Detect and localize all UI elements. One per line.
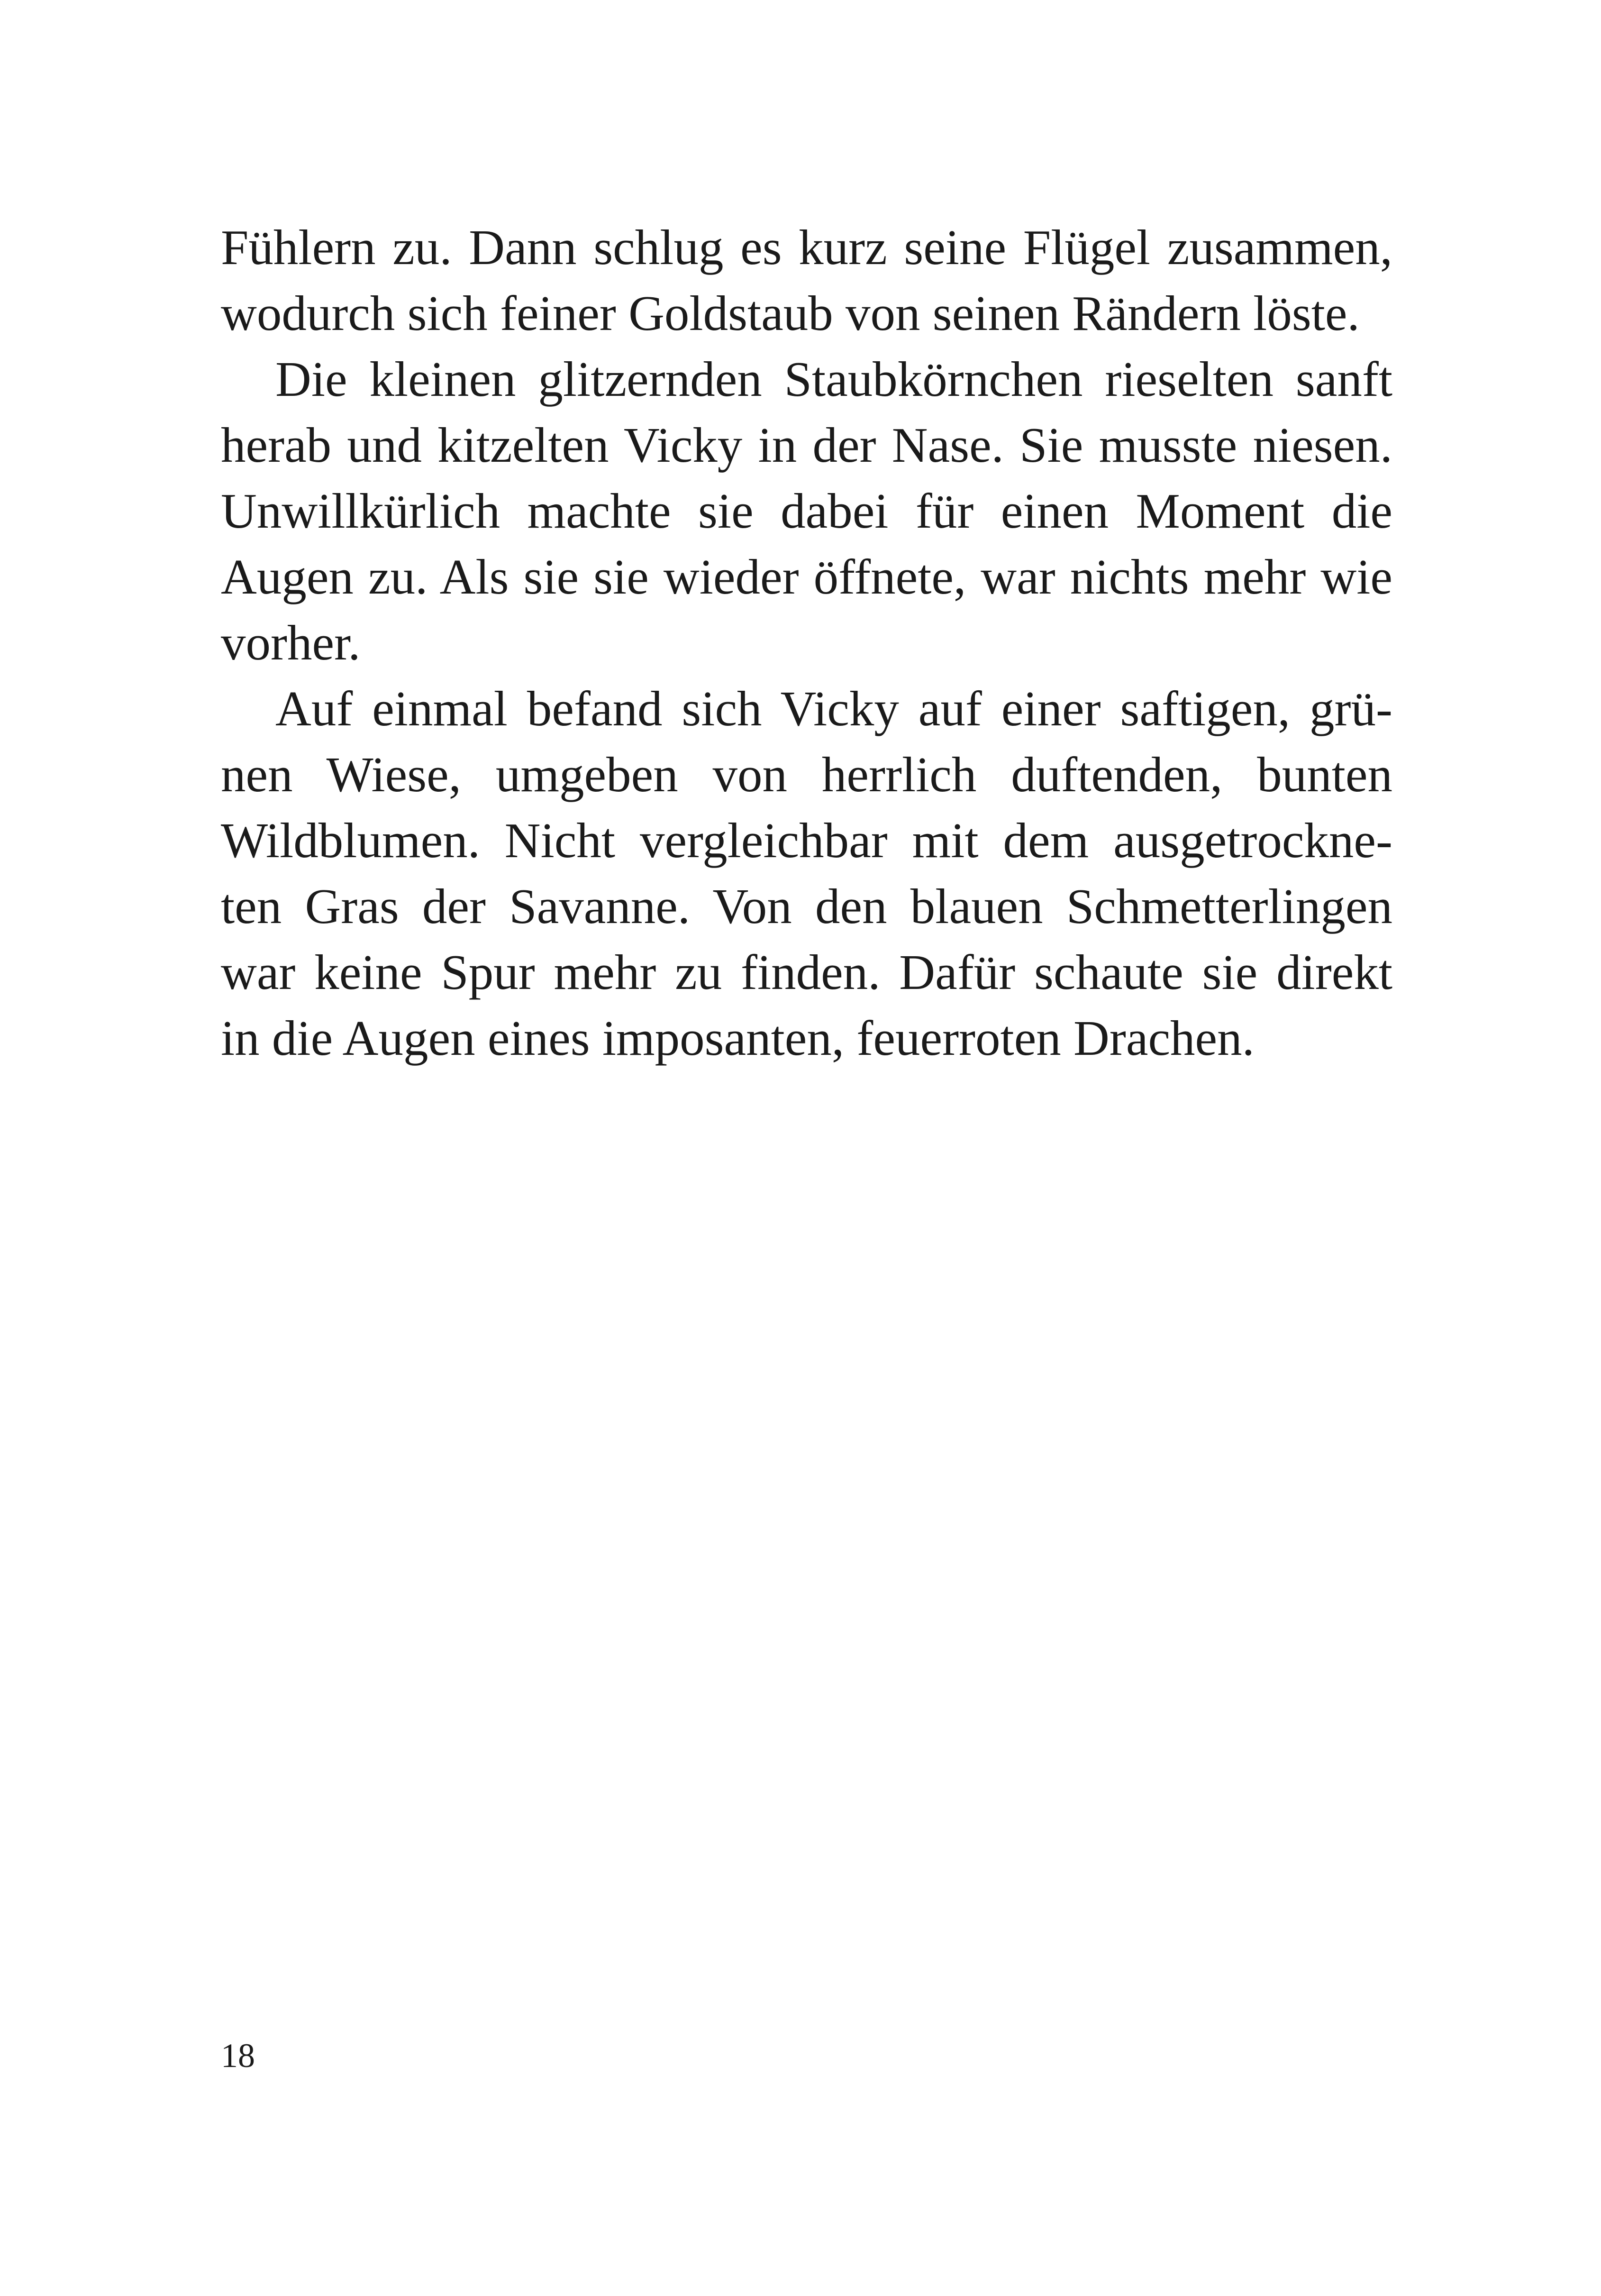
text-line: Die kleinen glitzernden Staubkörnchen rieselten sanft [275, 351, 1392, 407]
text-line: Wildblumen. Nicht vergleichbar mit dem ausgetrockne- [221, 813, 1392, 868]
text-line: Unwillkürlich machte sie dabei für einen Moment die [221, 483, 1392, 539]
text-line: in die Augen eines imposanten, feuerroten Drachen. [221, 1010, 1255, 1066]
text-line: Fühlern zu. Dann schlug es kurz seine Flügel zusammen, [221, 220, 1392, 275]
text-line: Auf einmal befand sich Vicky auf einer saftigen, grü- [275, 681, 1392, 736]
text-line: war keine Spur mehr zu finden. Dafür schaute sie direkt [221, 944, 1392, 1000]
text-line: ten Gras der Savanne. Von den blauen Schmetterlingen [221, 878, 1392, 934]
paragraph-2 [221, 346, 1392, 676]
paragraph-1 [221, 214, 1392, 346]
text-line: vorher. [221, 615, 361, 670]
page-number: 18 [221, 2037, 255, 2075]
text-line: wodurch sich feiner Goldstaub von seinen Rändern löste. [221, 285, 1360, 341]
body-text [221, 214, 1392, 1071]
paragraph-3 [221, 676, 1392, 1071]
text-line: nen Wiese, umgeben von herrlich duftenden, bunten [221, 747, 1392, 802]
text-line: herab und kitzelten Vicky in der Nase. Sie musste niesen. [221, 417, 1392, 473]
text-line: Augen zu. Als sie sie wieder öffnete, war nichts mehr wie [221, 549, 1392, 604]
